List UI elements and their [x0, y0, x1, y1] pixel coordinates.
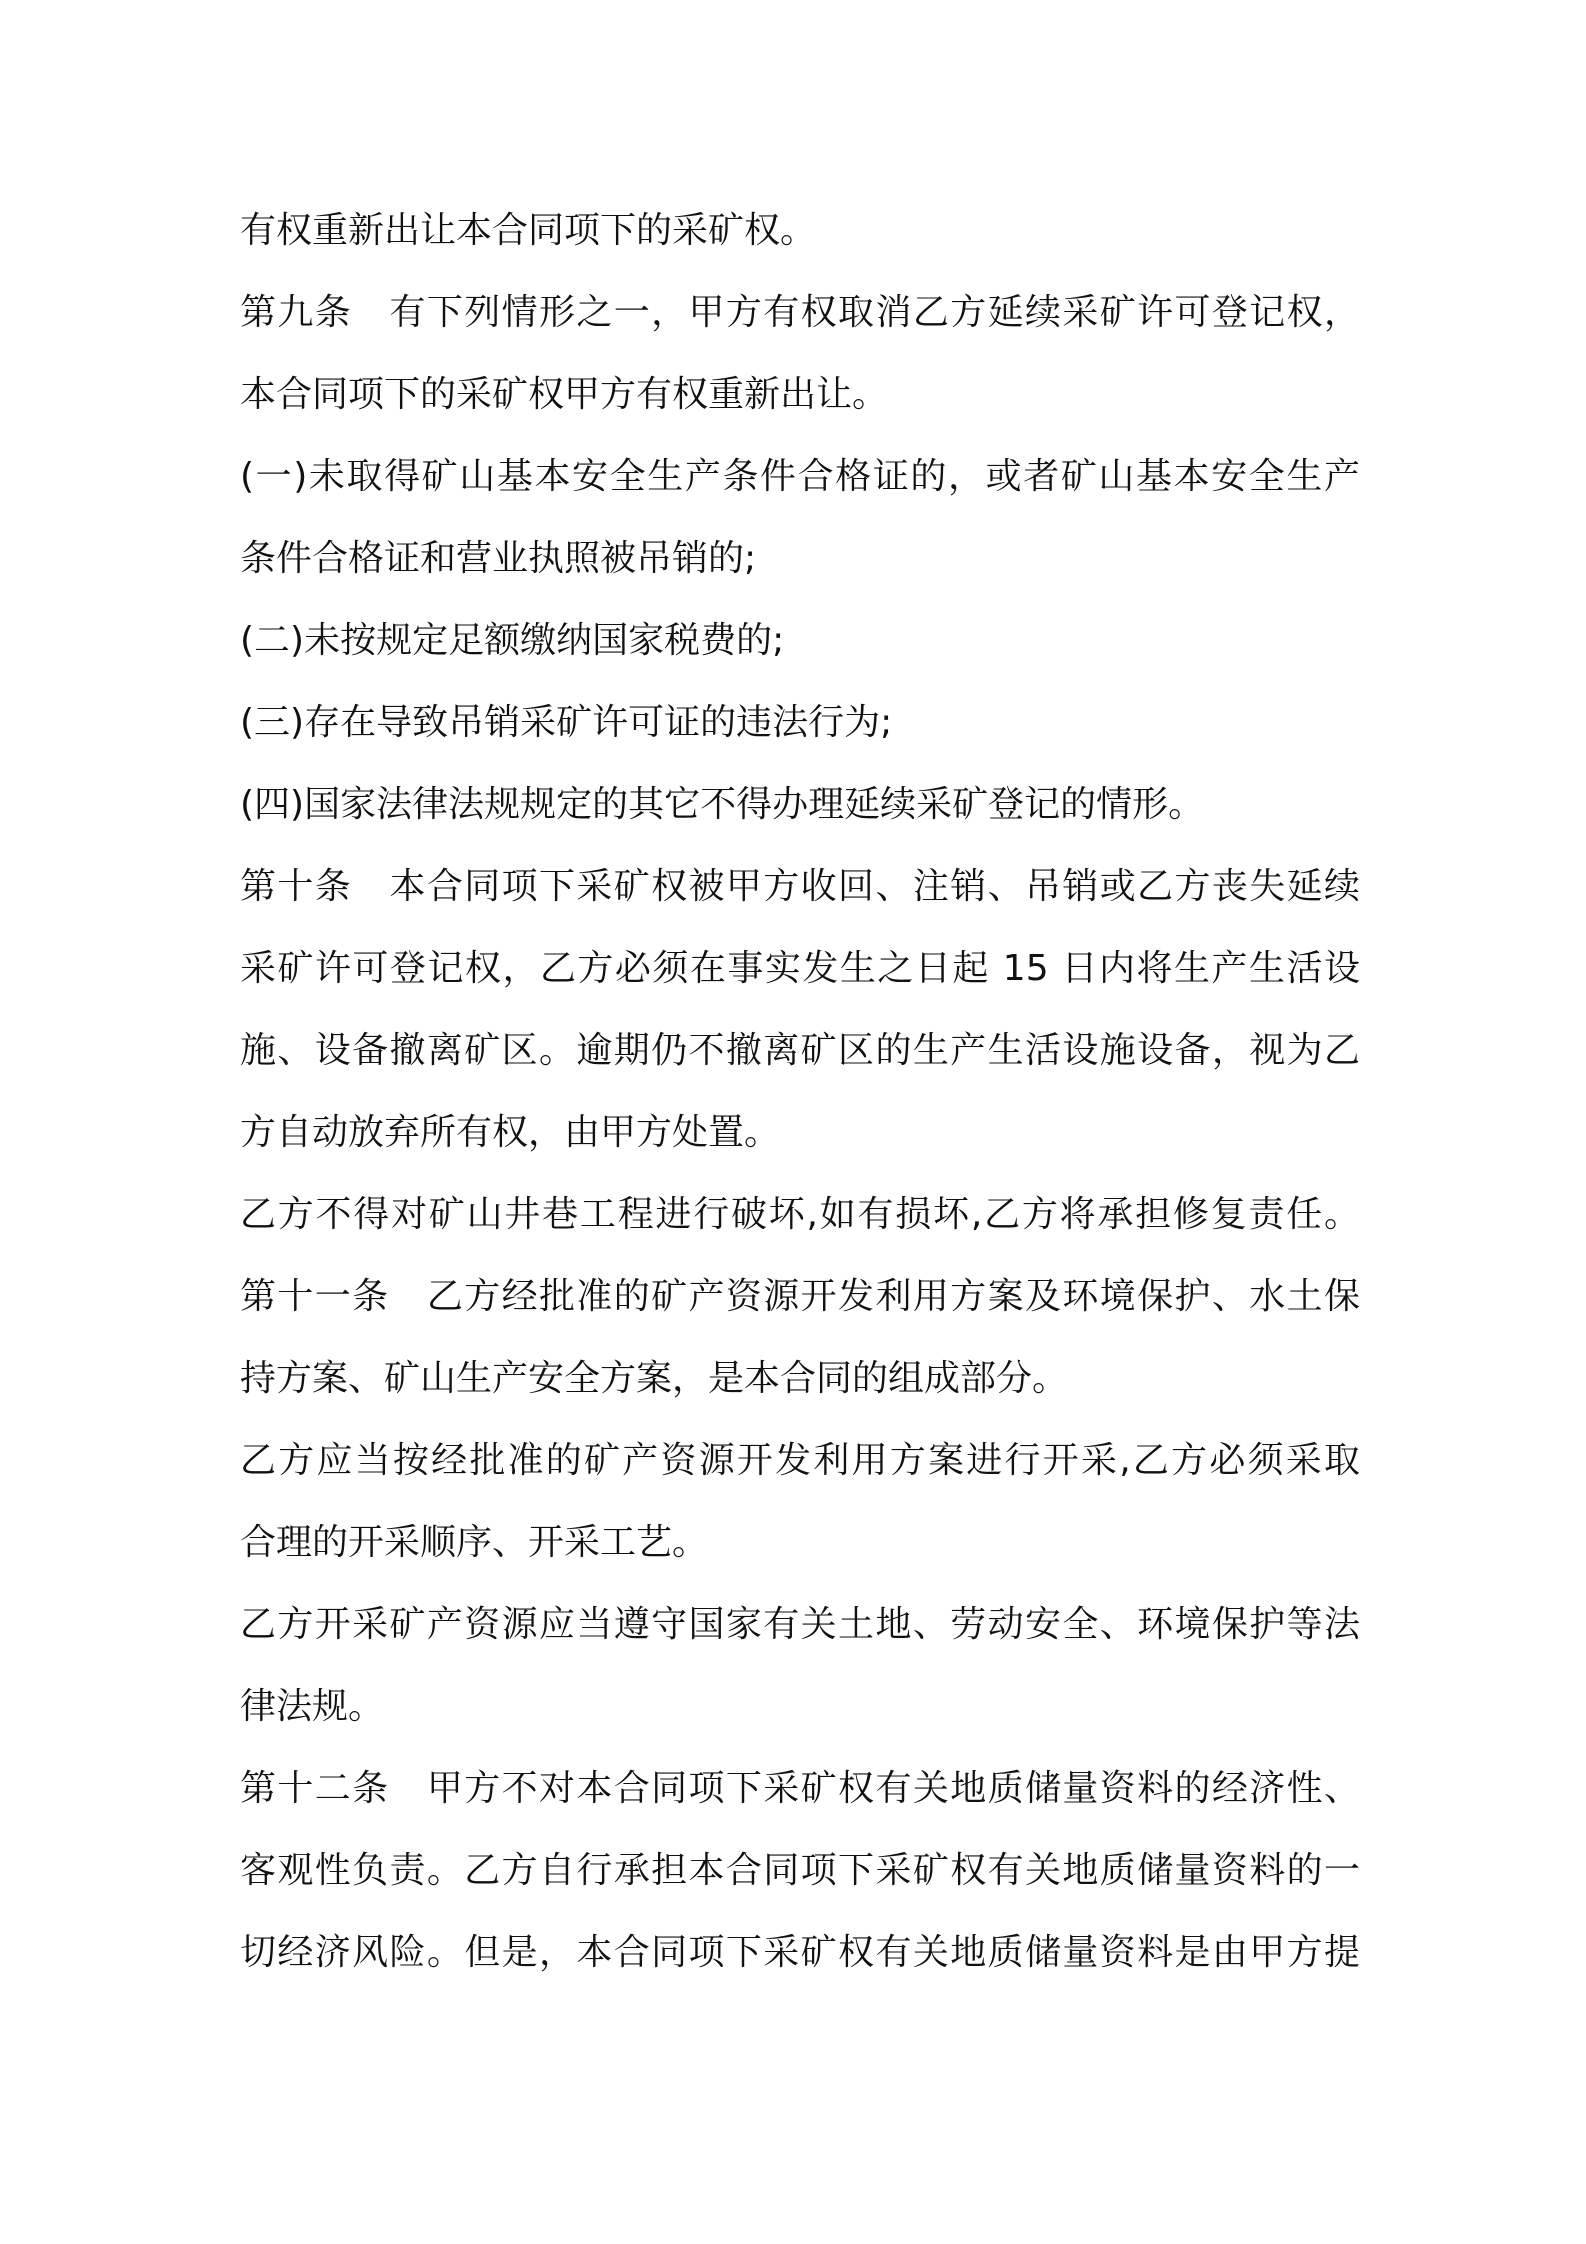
text-line: (一)未取得矿山基本安全生产条件合格证的，或者矿山基本安全生产 — [240, 456, 1360, 497]
text-line: 持方案、矿山生产安全方案，是本合同的组成部分。 — [240, 1358, 1069, 1399]
text-line: 第十一条 乙方经批准的矿产资源开发利用方案及环境保护、水土保 — [240, 1276, 1360, 1317]
text-line: 乙方开采矿产资源应当遵守国家有关土地、劳动安全、环境保护等法 — [240, 1604, 1360, 1645]
text-line: 切经济风险。但是，本合同项下采矿权有关地质储量资料是由甲方提 — [240, 1932, 1360, 1973]
text-line: 客观性负责。乙方自行承担本合同项下采矿权有关地质储量资料的一 — [240, 1850, 1360, 1891]
text-line: 本合同项下的采矿权甲方有权重新出让。 — [240, 374, 889, 415]
text-line: 施、设备撤离矿区。逾期仍不撤离矿区的生产生活设施设备，视为乙 — [240, 1030, 1360, 1071]
text-line: 律法规。 — [240, 1686, 385, 1727]
text-line: (二)未按规定足额缴纳国家税费的; — [240, 620, 785, 661]
text-line: 条件合格证和营业执照被吊销的; — [240, 538, 757, 579]
document-body — [240, 196, 1360, 2000]
text-line: 第十条 本合同项下采矿权被甲方收回、注销、吊销或乙方丧失延续 — [240, 866, 1360, 907]
text-line: 方自动放弃所有权，由甲方处置。 — [240, 1112, 781, 1153]
text-line: (四)国家法律法规规定的其它不得办理延续采矿登记的情形。 — [240, 784, 1205, 825]
text-line: 采矿许可登记权，乙方必须在事实发生之日起 15 日内将生产生活设 — [240, 948, 1360, 989]
text-line: 乙方应当按经批准的矿产资源开发利用方案进行开采,乙方必须采取 — [240, 1440, 1360, 1481]
text-line: 乙方不得对矿山井巷工程进行破坏,如有损坏,乙方将承担修复责任。 — [240, 1194, 1360, 1235]
text-line: (三)存在导致吊销采矿许可证的违法行为; — [240, 702, 893, 743]
text-line: 第十二条 甲方不对本合同项下采矿权有关地质储量资料的经济性、 — [240, 1768, 1360, 1809]
text-line: 有权重新出让本合同项下的采矿权。 — [240, 210, 817, 251]
text-line: 第九条 有下列情形之一，甲方有权取消乙方延续采矿许可登记权， — [240, 292, 1360, 333]
text-line: 合理的开采顺序、开采工艺。 — [240, 1522, 709, 1563]
